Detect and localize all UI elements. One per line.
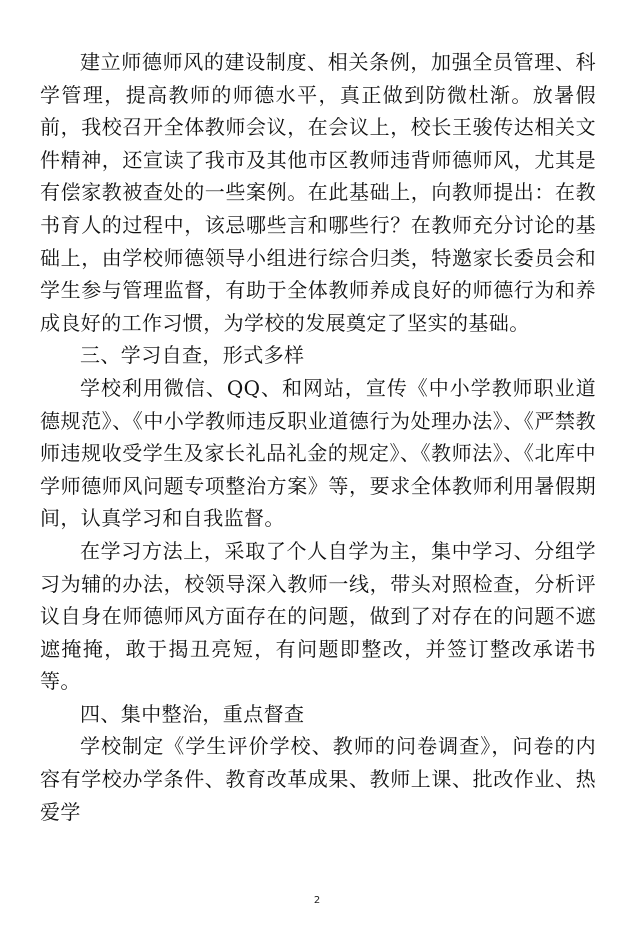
section-heading-four: 四、集中整治，重点督查 bbox=[80, 701, 305, 726]
paragraph-study-methods: 在学习方法上，采取了个人自学为主，集中学习、分组学习为辅的办法，校领导深入教师一线，带头对照检查，分析评议自身在师德师风方面存在的问题，做到了对存在的问题不遮遮掩掩，敢于揭丑亮短，有问题即整改，并签订整改承诺书等。 bbox=[40, 538, 596, 694]
paragraph-questionnaire: 学校制定《学生评价学校、教师的问卷调查》，问卷的内容有学校办学条件、教育改革成果、教师上课、批改作业、热爱学 bbox=[40, 734, 596, 824]
document-page bbox=[40, 46, 596, 828]
section-heading-three: 三、学习自查，形式多样 bbox=[80, 343, 305, 368]
paragraph-study-materials: 学校利用微信、QQ、和网站，宣传《中小学教师职业道德规范》、《中小学教师违反职业道德行为处理办法》、《严禁教师违规收受学生及家长礼品礼金的规定》、《教师法》、《北库中学师德师风问题专项整治方案》等，要求全体教师利用暑假期间，认真学习和自我监督。 bbox=[40, 375, 596, 531]
paragraph-ethics-system: 建立师德师风的建设制度、相关条例，加强全员管理、科学管理，提高教师的师德水平，真正做到防微杜渐。放暑假前，我校召开全体教师会议，在会议上，校长王骏传达相关文件精神，还宣读了我市及其他市区教师违背师德师风，尤其是有偿家教被查处的一些案例。在此基础上，向教师提出：在教书育人的过程中，该忌哪些言和哪些行？在教师充分讨论的基础上，由学校师德领导小组进行综合归类，特邀家长委员会和学生参与管理监督，有助于全体教师养成良好的师德行为和养成良好的工作习惯，为学校的发展奠定了坚实的基础。 bbox=[40, 50, 596, 335]
page-number: 2 bbox=[313, 895, 321, 906]
